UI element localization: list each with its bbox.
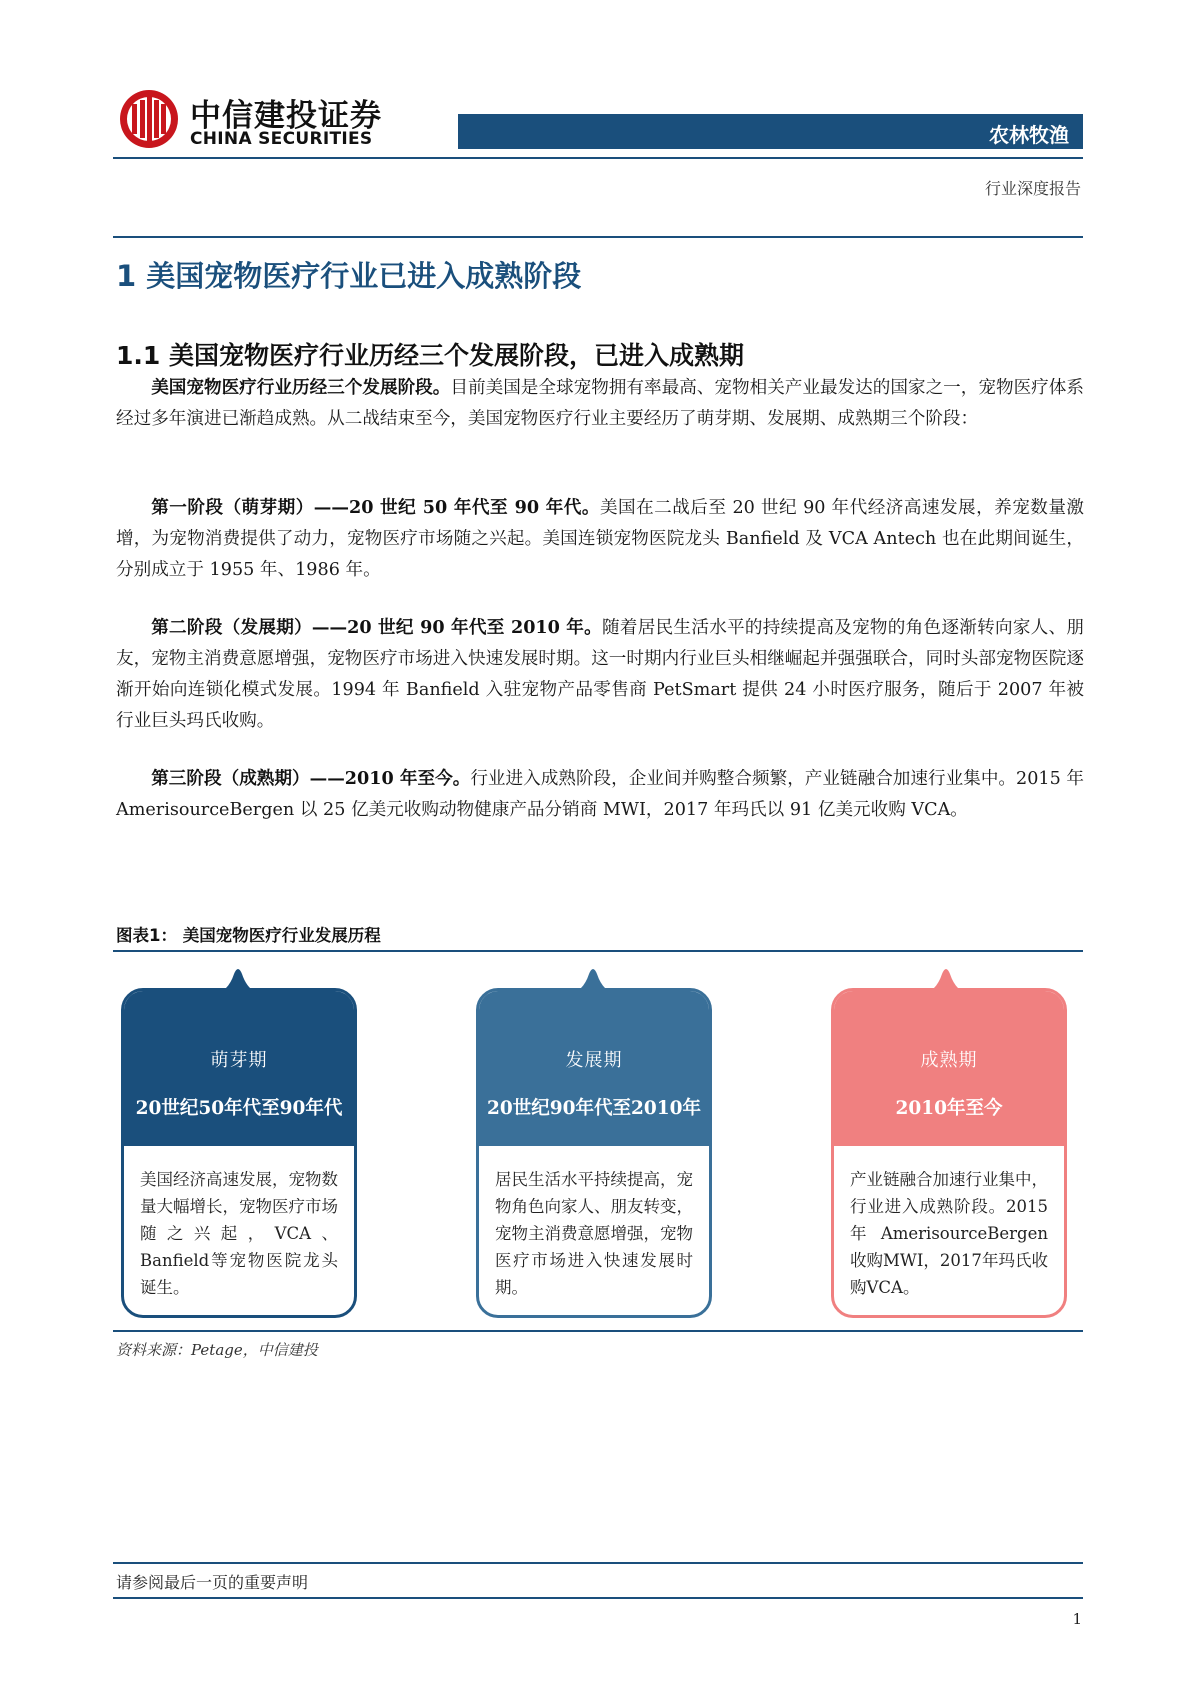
industry-section-bar — [458, 114, 1083, 149]
timeline-card-maturity — [831, 988, 1067, 1318]
paragraph-lead: 美国宠物医疗行业历经三个发展阶段。 — [151, 377, 451, 398]
paragraph-text: 行业进入成熟阶段，企业间并购整合频繁，产业链融合加速行业集中。2015 年 AmerisourceBergen 以 25 亿美元收购动物健康产品分销商 MWI，2017 年玛氏以 91 亿美元收购 VCA。 — [116, 769, 1085, 820]
section-heading: 1.1 美国宠物医疗行业历经三个发展阶段，已进入成熟期 — [116, 341, 744, 370]
card-stage-label: 成熟期 — [920, 1050, 978, 1071]
header-divider — [113, 157, 1083, 159]
card-period-label: 20世纪90年代至2010年 — [487, 1098, 701, 1119]
card-header — [479, 991, 709, 1146]
paragraph-stage-1 — [116, 492, 1084, 586]
card-description: 美国经济高速发展，宠物数量大幅增长，宠物医疗市场随之兴起，VCA、Banfield等宠物医院龙头诞生。 — [140, 1170, 338, 1297]
footer-divider-secondary — [113, 1597, 1083, 1599]
timeline-card-growth — [476, 988, 712, 1318]
paragraph-lead: 第三阶段（成熟期）——2010 年至今。 — [151, 768, 471, 789]
card-period-label: 20世纪50年代至90年代 — [135, 1098, 343, 1119]
card-header — [124, 991, 354, 1146]
logo-chinese-name: 中信建投证券 — [190, 98, 382, 134]
card-stage-label: 萌芽期 — [210, 1050, 268, 1071]
disclaimer-link[interactable]: 请参阅最后一页的重要声明 — [116, 1573, 309, 1592]
page-number: 1 — [1072, 1610, 1082, 1628]
card-period-label: 2010年至今 — [895, 1098, 1003, 1119]
paragraph-text: 随着居民生活水平的持续提高及宠物的角色逐渐转向家人、朋友，宠物主消费意愿增强，宠物医疗市场进入快速发展时期。这一时期内行业巨头相继崛起并强强联合，同时头部宠物医院逐渐开始向连锁化模式发展。1994 年 Banfield 入驻宠物产品零售商 PetSmart 提供 24 小时医疗服务，随后于 2007 年被行业巨头玛氏收购。 — [116, 618, 1084, 731]
paragraph-text: 美国在二战后至 20 世纪 90 年代经济高速发展，养宠数量激增，为宠物消费提供了动力，宠物医疗市场随之兴起。美国连锁宠物医院龙头 Banfield 及 VCA Antech 也在此期间诞生，分别成立于 1955 年、1986 年。 — [116, 498, 1085, 580]
logo-english-name: CHINA SECURITIES — [190, 129, 373, 149]
figure-top-rule — [113, 950, 1083, 952]
card-description: 居民生活水平持续提高，宠物角色向家人、朋友转变，宠物主消费意愿增强，宠物医疗市场进入快速发展时期。 — [495, 1170, 693, 1297]
figure-source: 资料来源：Petage，中信建投 — [116, 1341, 318, 1359]
paragraph-text: 目前美国是全球宠物拥有率最高、宠物相关产业最发达的国家之一，宠物医疗体系经过多年演进已渐趋成熟。从二战结束至今，美国宠物医疗行业主要经历了萌芽期、发展期、成熟期三个阶段： — [116, 378, 1084, 429]
card-header — [834, 991, 1064, 1146]
figure-title: 图表1： 美国宠物医疗行业发展历程 — [116, 926, 381, 945]
card-description: 产业链融合加速行业集中，行业进入成熟阶段。2015年AmerisourceBergen收购MWI，2017年玛氏收购VCA。 — [850, 1170, 1048, 1297]
industry-label: 农林牧渔 — [989, 123, 1069, 147]
footer-divider — [113, 1562, 1083, 1564]
paragraph-lead: 第二阶段（发展期）——20 世纪 90 年代至 2010 年。 — [151, 617, 603, 638]
report-type-label: 行业深度报告 — [984, 179, 1081, 198]
china-securities-logo-icon — [118, 88, 180, 150]
chapter-heading: 1 美国宠物医疗行业已进入成熟阶段 — [116, 259, 582, 293]
header-divider-secondary — [113, 236, 1083, 238]
card-stage-label: 发展期 — [565, 1050, 623, 1071]
figure-bottom-rule — [113, 1330, 1083, 1332]
timeline-card-emergence — [121, 988, 357, 1318]
paragraph-lead: 第一阶段（萌芽期）——20 世纪 50 年代至 90 年代。 — [151, 497, 600, 518]
paragraph-stage-3 — [116, 763, 1084, 826]
paragraph-overview — [116, 372, 1084, 435]
paragraph-stage-2 — [116, 612, 1084, 737]
